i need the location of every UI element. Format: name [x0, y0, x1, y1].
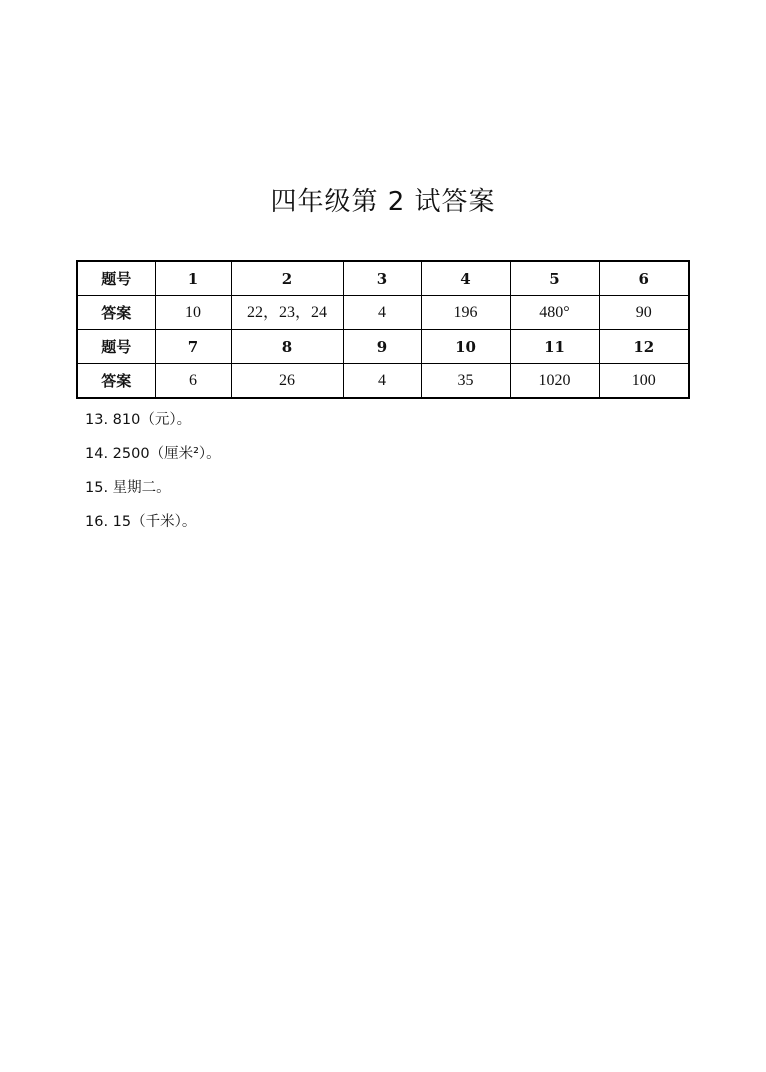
question-number-row: [77, 261, 689, 296]
row-label: 答案: [77, 296, 155, 330]
extra-answer-item: 13. 810（元）。: [85, 412, 192, 428]
question-number-cell: 2: [231, 261, 343, 296]
question-number-cell: 8: [231, 330, 343, 364]
question-number-cell: 11: [510, 330, 599, 364]
answer-cell: 480°: [510, 296, 599, 330]
answer-cell: 4: [343, 296, 421, 330]
answer-cell: 10: [155, 296, 231, 330]
question-number-cell: 9: [343, 330, 421, 364]
answer-cell: 196: [421, 296, 510, 330]
question-number-cell: 5: [510, 261, 599, 296]
question-number-cell: 12: [599, 330, 689, 364]
answer-cell: 4: [343, 364, 421, 399]
extra-answer-item: 16. 15（千米）。: [85, 514, 197, 530]
answer-cell: 90: [599, 296, 689, 330]
row-label: 答案: [77, 364, 155, 399]
extra-answer-item: 14. 2500（厘米²）。: [85, 446, 221, 462]
question-number-cell: 3: [343, 261, 421, 296]
answer-cell: 35: [421, 364, 510, 399]
question-number-cell: 10: [421, 330, 510, 364]
question-number-cell: 1: [155, 261, 231, 296]
extra-answer-item: 15. 星期二。: [85, 480, 171, 496]
answer-row: [77, 364, 689, 399]
answer-cell: 26: [231, 364, 343, 399]
question-number-cell: 4: [421, 261, 510, 296]
row-label: 题号: [77, 330, 155, 364]
question-number-row: [77, 330, 689, 364]
page-title: 四年级第 2 试答案: [270, 187, 496, 217]
answer-cell: 6: [155, 364, 231, 399]
answer-cell: 22，23，24: [231, 296, 343, 330]
answer-row: [77, 296, 689, 330]
answer-cell: 1020: [510, 364, 599, 399]
question-number-cell: 7: [155, 330, 231, 364]
answer-cell: 100: [599, 364, 689, 399]
extra-answers-list: [85, 406, 221, 542]
question-number-cell: 6: [599, 261, 689, 296]
row-label: 题号: [77, 261, 155, 296]
answer-table: [76, 260, 690, 399]
